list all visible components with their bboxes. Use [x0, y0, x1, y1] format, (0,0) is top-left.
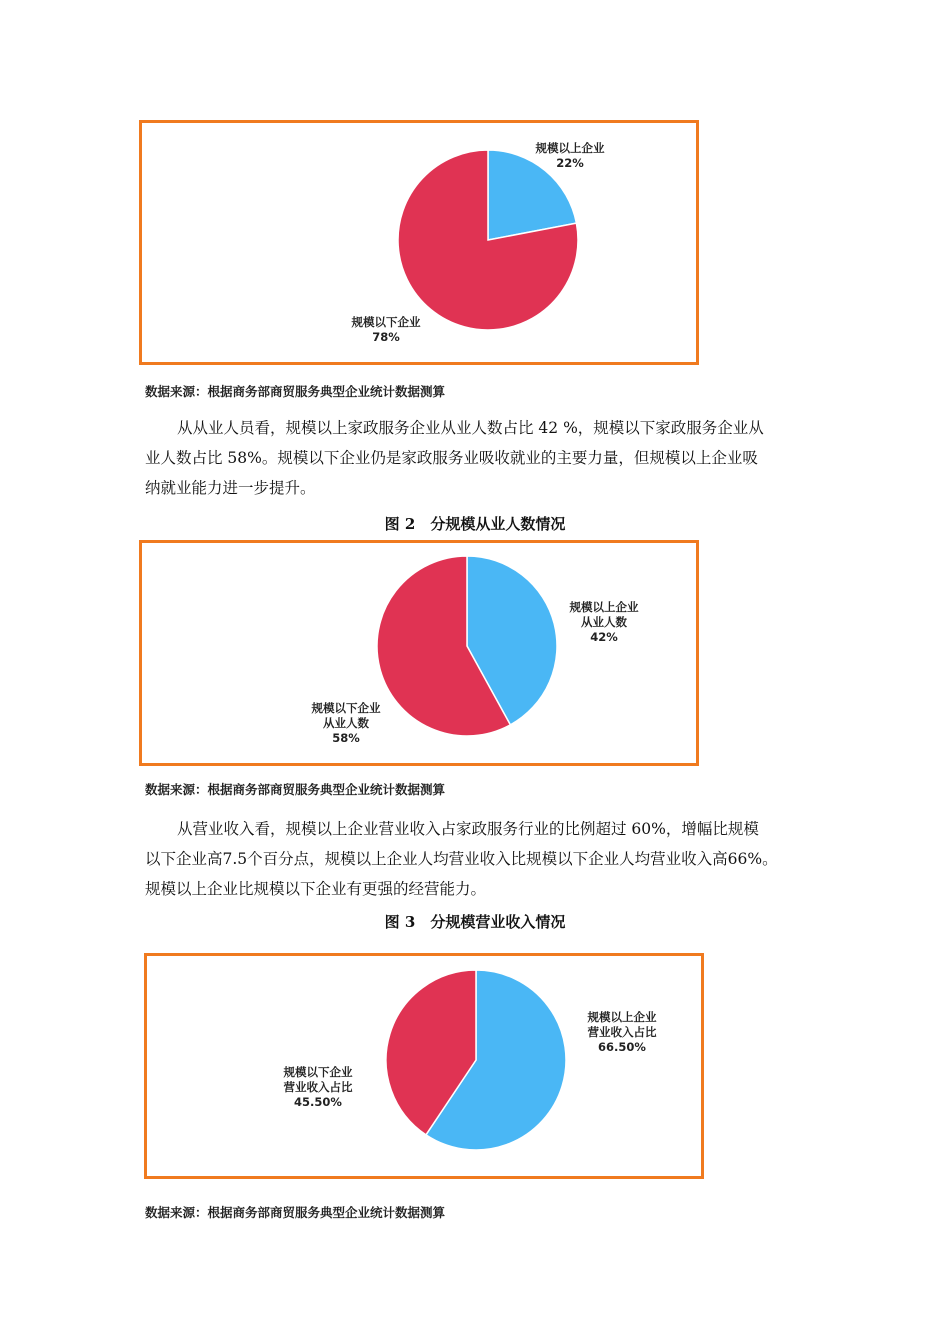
pie-label-line: 66.50%: [598, 1040, 646, 1054]
body-paragraph-employment: [145, 413, 810, 503]
figure3-pie-chart: [147, 956, 701, 1176]
figure2-chart-frame: [139, 540, 699, 766]
paragraph-line: 从营业收入看，规模以上企业营业收入占家政服务行业的比例超过 60%，增幅比规模: [177, 820, 759, 838]
figure1-source-note: 数据来源：根据商务部商贸服务典型企业统计数据测算: [145, 384, 446, 399]
body-paragraph-revenue: [145, 814, 810, 904]
pie-label-line: 从业人数: [323, 716, 369, 730]
pie-label-line: 营业收入占比: [283, 1080, 353, 1094]
pie-label-line: 42%: [590, 630, 618, 644]
pie-label-line: 78%: [372, 330, 400, 344]
pie-label-below-scale: [283, 1065, 353, 1109]
pie-label-line: 45.50%: [294, 1095, 342, 1109]
figure3-source-note: 数据来源：根据商务部商贸服务典型企业统计数据测算: [145, 1205, 446, 1220]
pie-label-line: 营业收入占比: [587, 1025, 657, 1039]
paragraph-line: 规模以上企业比规模以下企业有更强的经营能力。: [145, 880, 487, 898]
pie-label-line: 规模以上企业: [535, 141, 605, 155]
figure1-pie-chart: [142, 123, 696, 362]
pie-label-line: 规模以下企业: [351, 315, 421, 329]
pie-label-line: 规模以下企业: [311, 701, 381, 715]
pie-label-below-scale: [351, 315, 421, 344]
paragraph-line: 从从业人员看，规模以上家政服务企业从业人数占比 42 %，规模以下家政服务企业从: [177, 419, 764, 437]
figure2-pie-chart: [142, 543, 696, 763]
pie-label-line: 规模以下企业: [283, 1065, 353, 1079]
pie-label-line: 58%: [332, 731, 360, 745]
pie-label-line: 22%: [556, 156, 584, 170]
figure2-title: 图 2 分规模从业人数情况: [384, 515, 566, 533]
paragraph-line: 纳就业能力进一步提升。: [145, 479, 316, 497]
pie-label-line: 从业人数: [581, 615, 627, 629]
pie-label-line: 规模以上企业: [587, 1010, 657, 1024]
paragraph-line: 以下企业高7.5个百分点，规模以上企业人均营业收入比规模以下企业人均营业收入高66%。: [145, 850, 778, 868]
figure3-title: 图 3 分规模营业收入情况: [384, 913, 566, 931]
paragraph-line: 业人数占比 58%。规模以下企业仍是家政服务业吸收就业的主要力量，但规模以上企业吸: [145, 449, 758, 467]
figure3-chart-frame: [144, 953, 704, 1179]
pie-label-above-scale: [587, 1010, 657, 1054]
pie-label-line: 规模以上企业: [569, 600, 639, 614]
figure1-chart-frame: [139, 120, 699, 365]
figure2-source-note: 数据来源：根据商务部商贸服务典型企业统计数据测算: [145, 782, 446, 797]
pie-label-above-scale: [535, 141, 605, 170]
pie-label-above-scale: [569, 600, 639, 644]
pie-label-below-scale: [311, 701, 381, 745]
